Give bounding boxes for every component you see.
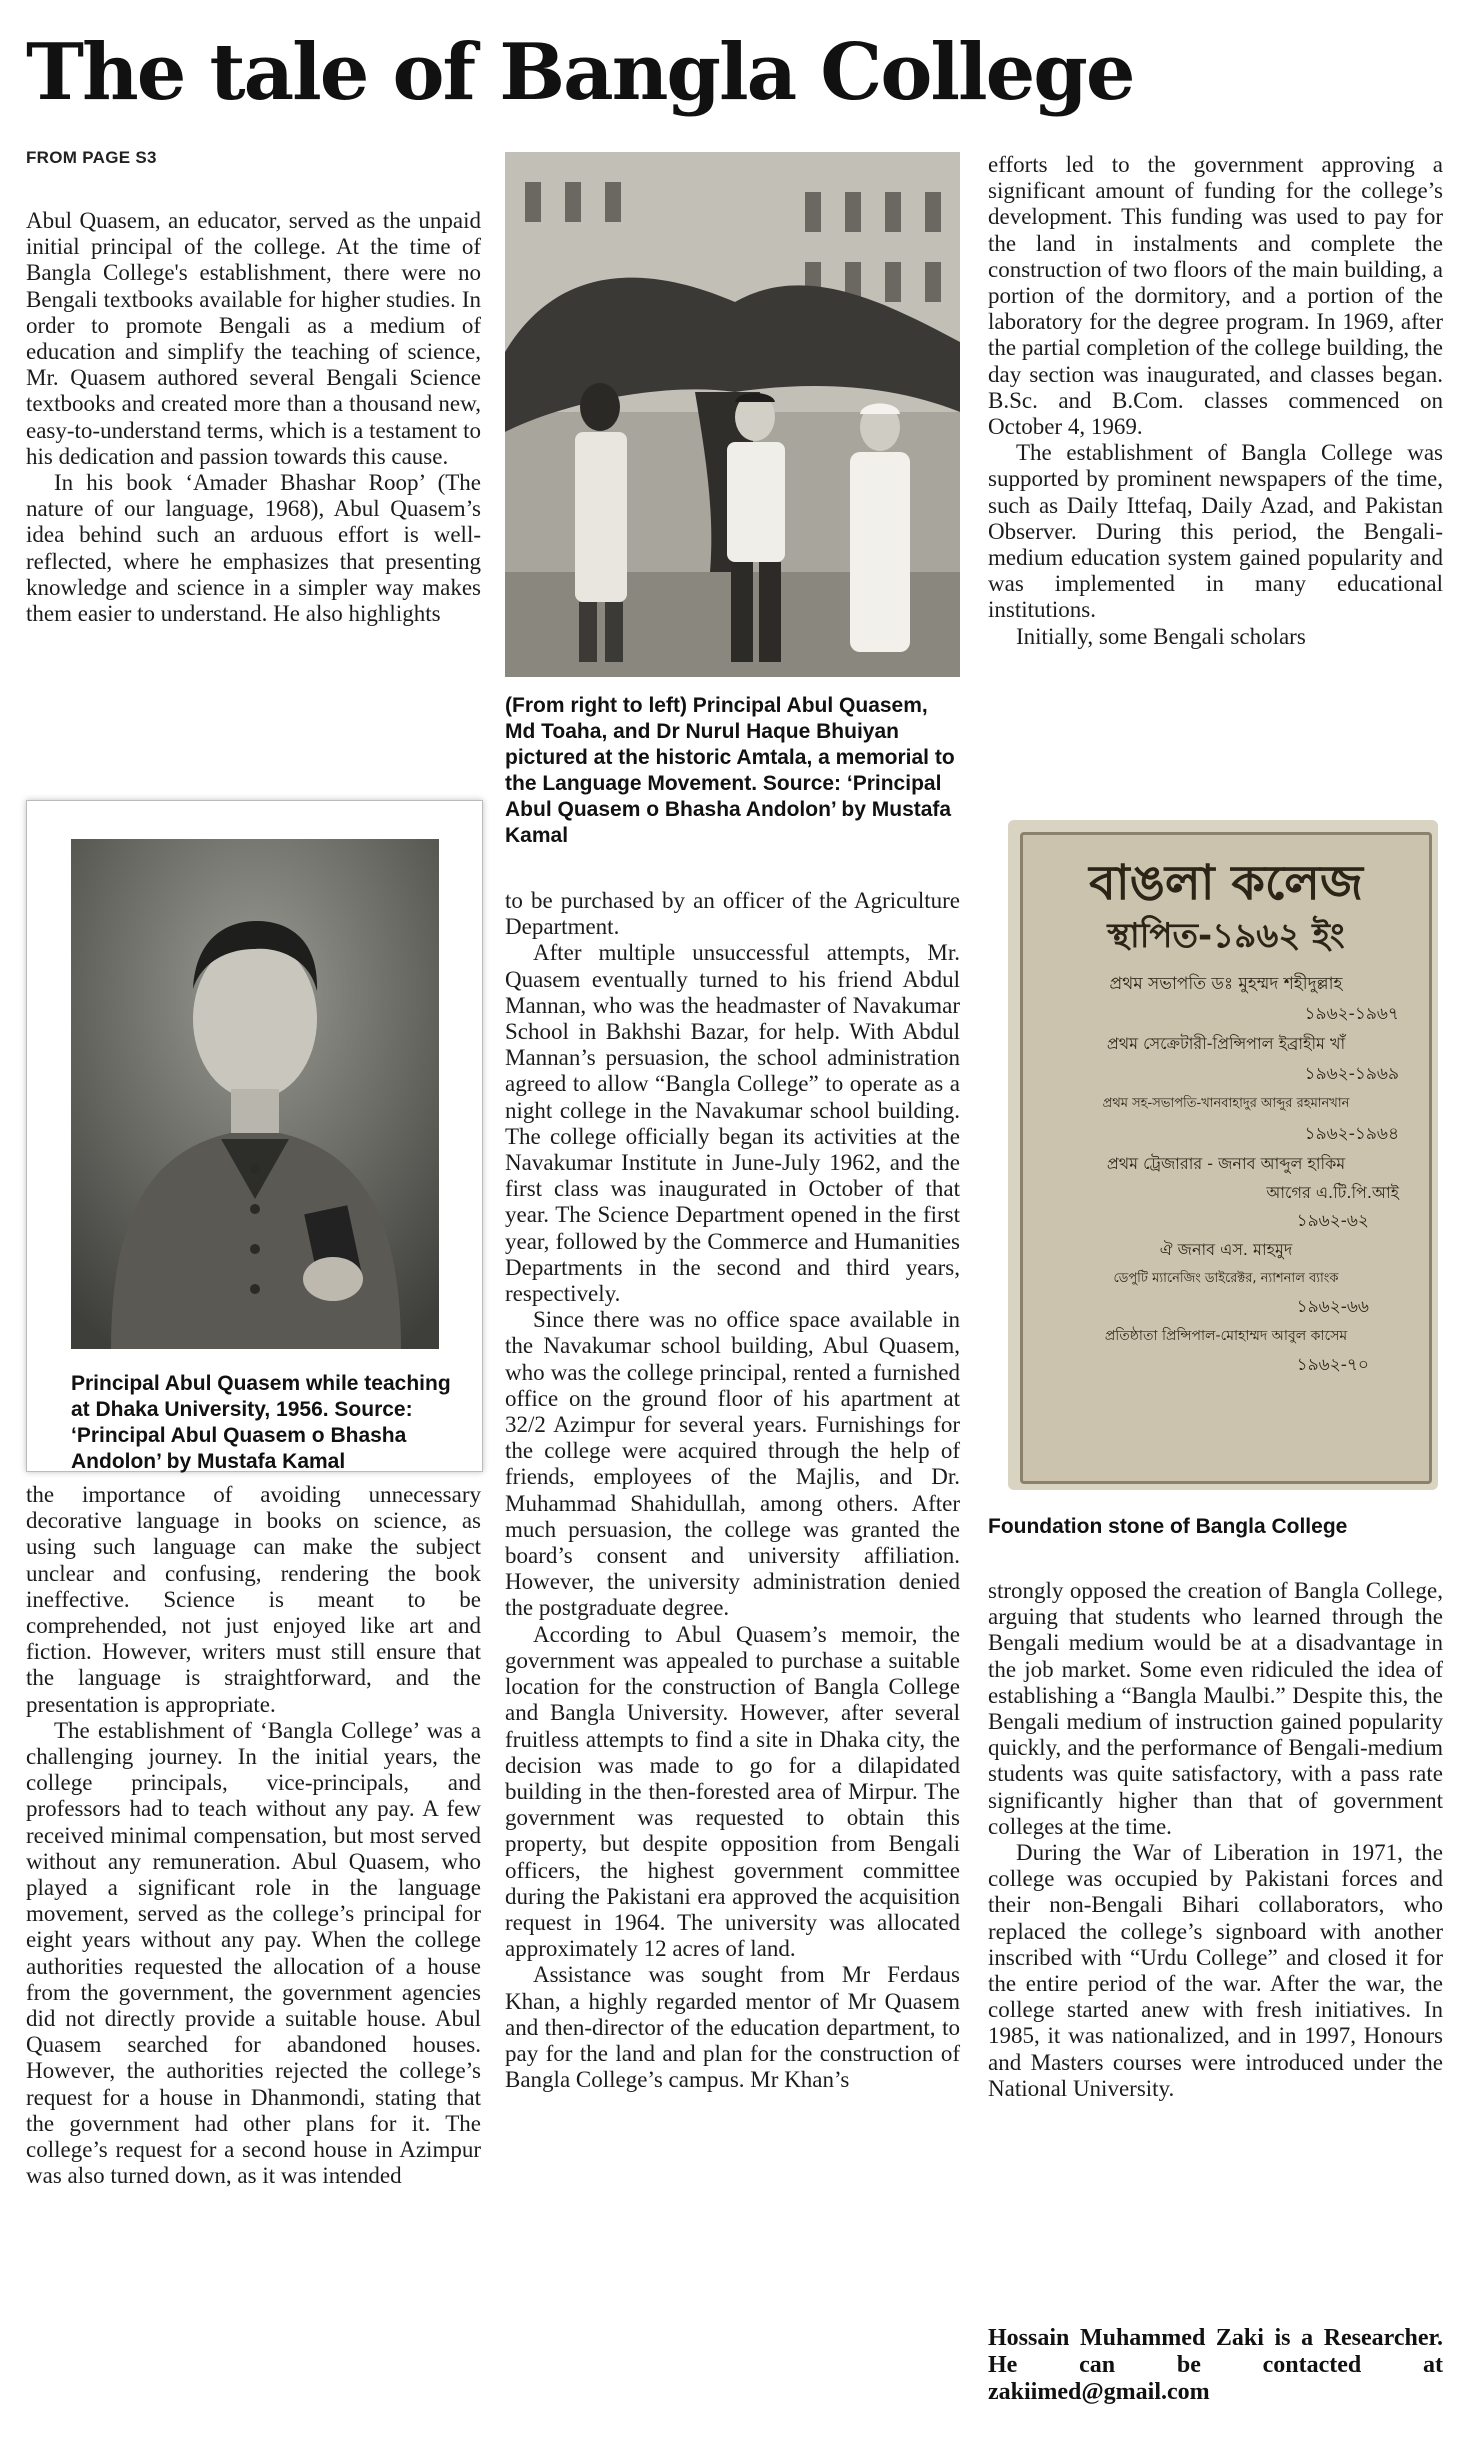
stone-line: ১৯৬২-১৯৬৭ (1304, 1004, 1399, 1024)
paragraph: The establishment of Bangla College was supported by prominent newspapers of the time, such as Daily Ittefaq, Daily Azad, and Pakistan Observer. During this period, the Bengali-medium education system gained popularity and was implemented in many educational institutions. (988, 440, 1443, 623)
foundation-stone-caption: Foundation stone of Bangla College (988, 1515, 1348, 1538)
paragraph: to be purchased by an officer of the Agriculture Department. (505, 888, 960, 940)
paragraph: Since there was no office space available in the Navakumar school building, Abul Quasem, who was the college principal, rented a furnished office on the ground floor of his apartment at 32/2 Azimpur for several years. Furnishings for the college were acquired through the help of friends, employees of the Majlis, and Dr. Muhammad Shahidullah, among others. After much persuasion, the college was granted the board’s consent and university affiliation. However, the university administration denied the postgraduate degree. (505, 1307, 960, 1621)
column-2-text (505, 888, 960, 2093)
column-3-top-text (988, 152, 1443, 650)
paragraph: According to Abul Quasem’s memoir, the government was appealed to purchase a suitable location for the construction of Bangla College and Bangla University. However, after several fruitless attempts to find a site in Dhaka city, the decision was made to go for a dilapidated building in the then-forested area of Mirpur. The government was requested to obtain this property, but despite opposition from Bengali officers, the highest government committee during the Pakistani era approved the acquisition request in 1964. The university was allocated approximately 12 acres of land. (505, 1621, 960, 1962)
stone-title: বাঙলা কলেজ (1089, 855, 1363, 911)
headline: The tale of Bangla College (26, 27, 1134, 118)
stone-subtitle: স্থাপিত-১৯৬২ ইং (1107, 916, 1345, 956)
stone-line: আগের এ.টি.পি.আই (1266, 1183, 1399, 1202)
foundation-stone-photo (1008, 820, 1438, 1490)
paragraph: the importance of avoiding unnecessary decorative language in books on science, as using such language can make the subject unclear and confusing, rendering the book ineffective. Science is meant to be comprehended, not just enjoyed like art and fiction. However, writers must still ensure that the language is straightforward, and the presentation is appropriate. (26, 1482, 481, 1717)
stone-line: ১৯৬২-১৯৬৯ (1304, 1064, 1399, 1084)
paragraph: Initially, some Bengali scholars (1016, 623, 1306, 649)
column-3-bottom-text (988, 1578, 1443, 2102)
stone-line: ১৯৬২-১৯৬৪ (1304, 1124, 1399, 1144)
author-byline: Hossain Muhammed Zaki is a Researcher. He can be contacted at zakiimed@gmail.com (988, 2325, 1443, 2405)
stone-line: ১৯৬২-৭০ (1296, 1355, 1369, 1375)
group-photo-illustration (505, 152, 960, 677)
column-1-top-text (26, 208, 481, 627)
stone-line: ১৯৬২-৬২ (1296, 1211, 1369, 1231)
portrait-photo (71, 839, 439, 1349)
paragraph: The establishment of ‘Bangla College’ was a challenging journey. In the initial years, the college principals, vice-principals, and professors had to teach without any pay. A few received minimal compensation, but most served without any remuneration. Abul Quasem, who played a significant role in the language movement, served as the college’s principal for eight years without any pay. When the college authorities requested the allocation of a house from the government, the government agencies did not directly provide a suitable house. Abul Quasem searched for abandoned houses. However, the authorities rejected the college’s request for a house in Dhanmondi, stating that the government had other plans for it. The college’s request for a second house in Azimpur was also turned down, as it was intended (26, 1717, 481, 2189)
portrait-photo-card (26, 800, 483, 1472)
paragraph: In his book ‘Amader Bhashar Roop’ (The nature of our language, 1968), Abul Quasem’s idea behind such an arduous effort is well-reflected, where he emphasizes that presenting knowledge and science in a simpler way makes them easier to understand. He also highlights (26, 470, 481, 627)
stone-line: প্রথম ট্রেজারার - জনাব আব্দুল হাকিম (1106, 1154, 1346, 1173)
stone-line: প্রথম সেক্রেটারী-প্রিন্সিপাল ইব্রাহীম খাঁ (1106, 1034, 1346, 1053)
stone-line: ঐ জনাব এস. মাহমুদ (1159, 1240, 1293, 1259)
stone-line: প্রথম সহ-সভাপতি-খানবাহাদুর আব্দুর রহমানখান (1102, 1096, 1350, 1111)
stone-line: প্রতিষ্ঠাতা প্রিন্সিপাল-মোহাম্মদ আবুল কাসেম (1104, 1328, 1348, 1344)
stone-line: প্রথম সভাপতি ডঃ মুহম্মদ শহীদুল্লাহ (1109, 974, 1343, 994)
paragraph: After multiple unsuccessful attempts, Mr. Quasem eventually turned to his friend Abdul Mannan, who was the headmaster of Navakumar School in Bakhshi Bazar, for help. With Abdul Mannan’s persuasion, the school administration agreed to allow “Bangla College” to operate as a night college in the Navakumar school building. The college officially began its activities at the Navakumar Institute in June-July 1962, and the first class was inaugurated in October of that year. The Science Department opened in the first year, followed by the Commerce and Humanities Departments in the second and third years, respectively. (505, 940, 960, 1307)
paragraph: Assistance was sought from Mr Ferdaus Khan, a highly regarded mentor of Mr Quasem and then-director of the education department, to pay for the land and plan for the construction of Bangla College’s campus. Mr Khan’s (505, 1962, 960, 2093)
group-photo (505, 152, 960, 677)
portrait-illustration (71, 839, 439, 1349)
stone-plaque (1020, 832, 1432, 1484)
stone-line: ডেপুটি ম্যানেজিং ডাইরেক্টর, ন্যাশনাল ব্যাংক (1113, 1271, 1339, 1286)
continued-from-kicker: FROM PAGE S3 (26, 148, 157, 167)
column-1-bottom-text (26, 1482, 481, 2189)
paragraph: strongly opposed the creation of Bangla College, arguing that students who learned through the Bengali medium would be at a disadvantage in the job market. Some even ridiculed the idea of establishing a “Bangla Maulbi.” Despite this, the Bengali medium of instruction gained popularity quickly, and the performance of Bengali-medium students was quite satisfactory, with a pass rate significantly higher than that of government colleges at the time. (988, 1578, 1443, 1839)
stone-line: ১৯৬২-৬৬ (1296, 1297, 1369, 1317)
paragraph: Abul Quasem, an educator, served as the unpaid initial principal of the college. At the time of Bangla College's establishment, there were no Bengali textbooks available for higher studies. In order to promote Bengali as a medium of education and simplify the teaching of science, Mr. Quasem authored several Bengali Science textbooks and created more than a thousand new, easy-to-understand terms, which is a testament to his dedication and passion towards this cause. (26, 208, 481, 469)
paragraph: During the War of Liberation in 1971, the college was occupied by Pakistani forces and their non-Bengali Bihari collaborators, who replaced the college’s signboard with another inscribed with “Urdu College” and closed it for the entire period of the war. After the war, the college started anew with fresh initiatives. In 1985, it was nationalized, and in 1997, Honours and Masters courses were introduced under the National University. (988, 1840, 1443, 2101)
portrait-caption: Principal Abul Quasem while teaching at Dhaka University, 1956. Source: ‘Principal Abul Quasem o Bhasha Andolon’ by Mustafa Kamal (71, 1372, 451, 1473)
paragraph: efforts led to the government approving a significant amount of funding for the college’s development. This funding was used to pay for the land in instalments and complete the construction of two floors of the main building, a portion of the dormitory, and a portion of the laboratory for the degree program. In 1969, after the partial completion of the college building, the day section was inaugurated, and classes began. B.Sc. and B.Com. classes commenced on October 4, 1969. (988, 152, 1443, 440)
group-photo-caption: (From right to left) Principal Abul Quasem, Md Toaha, and Dr Nurul Haque Bhuiyan pictured at the historic Amtala, a memorial to the Language Movement. Source: ‘Principal Abul Quasem o Bhasha Andolon’ by Mustafa Kamal (505, 694, 955, 847)
